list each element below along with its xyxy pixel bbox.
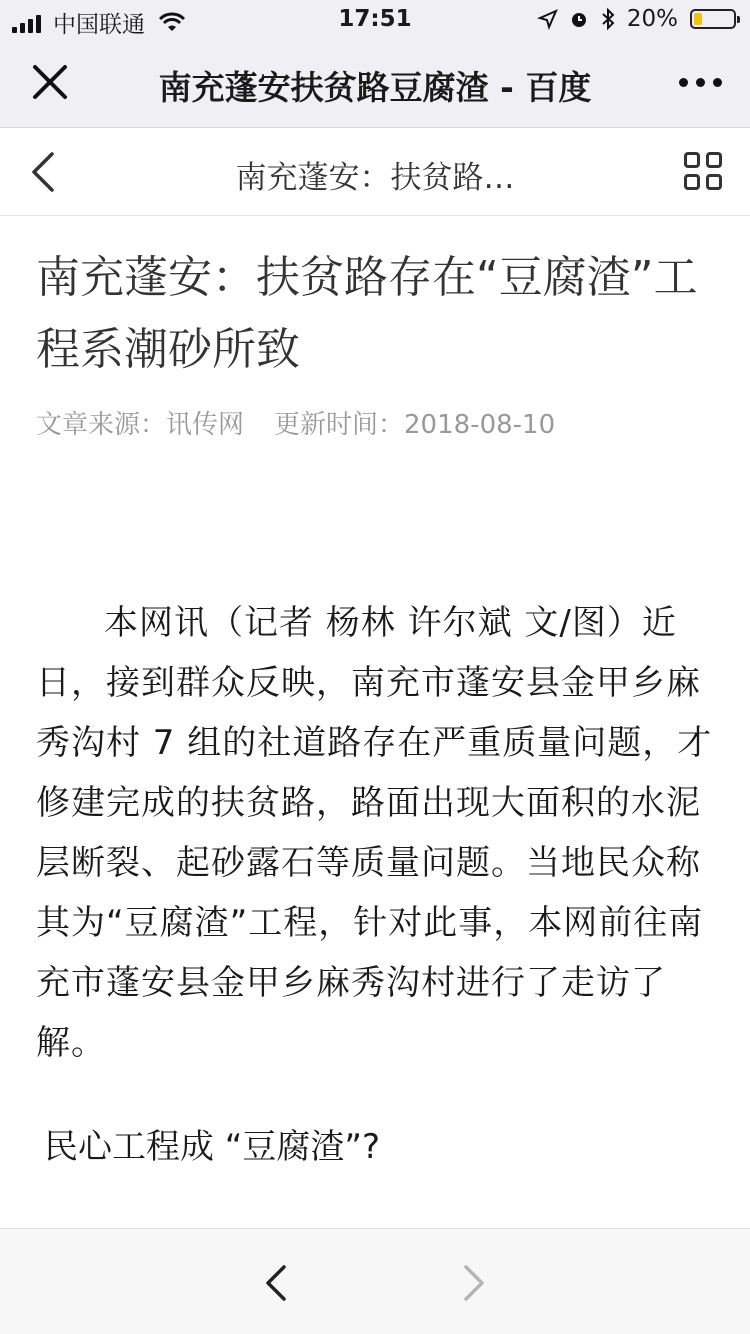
status-bar bbox=[0, 0, 750, 40]
wechat-page-title: 南充蓬安扶贫路豆腐渣 - 百度 bbox=[158, 68, 592, 107]
article-subheading: 民心工程成 “豆腐渣”? bbox=[44, 1127, 381, 1167]
article-updated: 更新时间：2018-08-10 bbox=[274, 410, 556, 440]
battery-icon bbox=[690, 9, 736, 29]
clock: 17:51 bbox=[338, 6, 412, 32]
bottom-toolbar bbox=[0, 1228, 750, 1334]
forward-arrow-icon[interactable] bbox=[458, 1263, 488, 1303]
article-title: 南充蓬安：扶贫路存在“豆腐渣”工程系潮砂所致 bbox=[36, 252, 698, 375]
more-dot-icon bbox=[696, 78, 705, 87]
more-dot-icon bbox=[713, 78, 722, 87]
battery-fill bbox=[694, 13, 702, 25]
article-source: 文章来源：讯传网 bbox=[36, 410, 245, 440]
status-right bbox=[539, 6, 736, 32]
article-content bbox=[0, 216, 750, 1228]
carrier-label: 中国联通 bbox=[53, 12, 145, 38]
back-chevron-icon[interactable] bbox=[24, 148, 64, 196]
article-paragraph: 本网讯（记者 杨林 许尔斌 文/图）近日，接到群众反映，南充市蓬安县金甲乡麻秀沟村 7 组的社道路存在严重质量问题，才修建完成的扶贫路，路面出现大面积的水泥层断裂、起砂露石等质量问题。当地民众称其为“豆腐渣”工程，针对此事，本网前往南充市蓬安县金甲乡麻秀沟村进行了走访了解。 bbox=[36, 603, 713, 1063]
grid-menu-icon[interactable] bbox=[684, 152, 722, 190]
article-meta bbox=[36, 404, 714, 441]
wechat-top-bar bbox=[0, 40, 750, 128]
alarm-icon bbox=[569, 9, 589, 29]
location-icon bbox=[539, 10, 557, 28]
bluetooth-icon bbox=[601, 8, 615, 30]
close-icon[interactable] bbox=[30, 62, 70, 102]
page-header-title: 南充蓬安：扶贫路… bbox=[235, 160, 515, 196]
page-header bbox=[0, 128, 750, 216]
battery-percent: 20% bbox=[626, 6, 678, 32]
more-options-button[interactable] bbox=[679, 78, 722, 87]
back-arrow-icon[interactable] bbox=[262, 1263, 292, 1303]
more-dot-icon bbox=[679, 78, 688, 87]
